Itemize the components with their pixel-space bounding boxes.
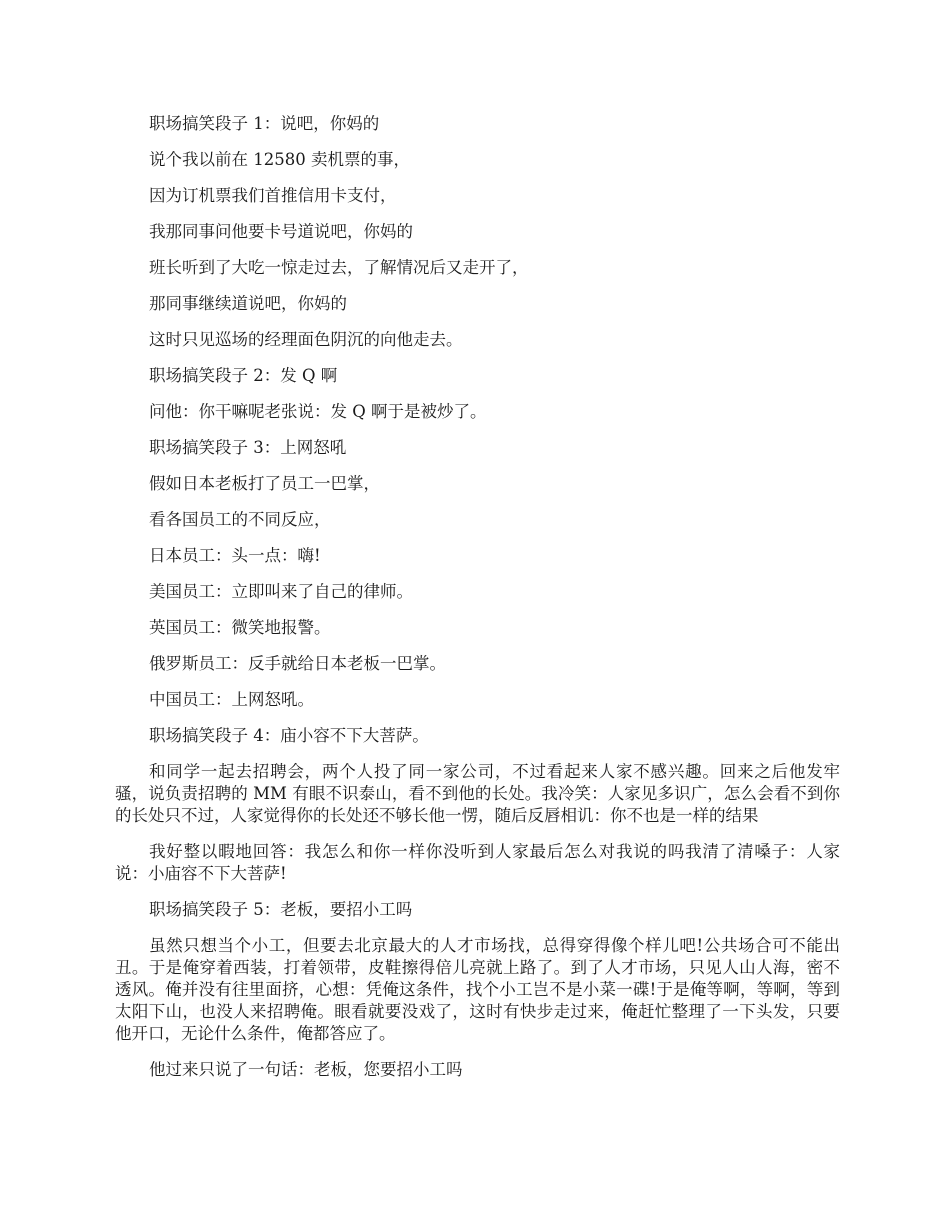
heading-joke-4: 职场搞笑段子 4：庙小容不下大菩萨。 <box>149 726 429 745</box>
text-line: 看各国员工的不同反应， <box>149 510 331 529</box>
text-line: 美国员工：立即叫来了自己的律师。 <box>149 582 413 601</box>
paragraph: 虽然只想当个小工，但要去北京最大的人才市场找，总得穿得像个样儿吧!公共场合可不能出丑。于是俺穿着西装，打着领带，皮鞋擦得倍儿亮就上路了。到了人才市场，只见人山人海，密不透风。俺并没有往里面挤，心想：凭俺这条件，找个小工岂不是小菜一碟!于是俺等啊，等啊，等到太阳下山，也没人来招聘俺。眼看就要没戏了，这时有快步走过来，俺赶忙整理了一下头发，只要他开口，无论什么条件，俺都答应了。 <box>115 936 840 1043</box>
paragraph: 我好整以暇地回答：我怎么和你一样你没听到人家最后怎么对我说的吗我清了清嗓子：人家说：小庙容不下大菩萨! <box>115 842 840 883</box>
heading-joke-5: 职场搞笑段子 5：老板，要招小工吗 <box>149 900 413 919</box>
text-line: 因为订机票我们首推信用卡支付， <box>149 186 397 205</box>
text-line: 假如日本老板打了员工一巴掌， <box>149 474 380 493</box>
document-body <box>115 113 840 1095</box>
paragraph: 和同学一起去招聘会，两个人投了同一家公司，不过看起来人家不感兴趣。回来之后他发牢骚，说负责招聘的 MM 有眼不识泰山，看不到他的长处。我冷笑：人家见多识广，怎么会看不到你的长处只不过，人家觉得你的长处还不够长他一愣，随后反唇相讥：你不也是一样的结果 <box>115 762 840 825</box>
text-line: 我那同事问他要卡号道说吧，你妈的 <box>149 222 413 241</box>
text-line: 日本员工：头一点：嗨! <box>149 546 321 565</box>
text-line: 说个我以前在 12580 卖机票的事， <box>149 150 410 169</box>
paragraph: 他过来只说了一句话：老板，您要招小工吗 <box>149 1060 463 1079</box>
text-line: 俄罗斯员工：反手就给日本老板一巴掌。 <box>149 654 446 673</box>
text-line: 这时只见巡场的经理面色阴沉的向他走去。 <box>149 330 463 349</box>
text-line: 那同事继续道说吧，你妈的 <box>149 294 347 313</box>
text-line: 问他：你干嘛呢老张说：发 Q 啊于是被炒了。 <box>149 402 487 421</box>
text-line: 班长听到了大吃一惊走过去，了解情况后又走开了， <box>149 258 529 277</box>
heading-joke-2: 职场搞笑段子 2：发 Q 啊 <box>149 366 338 385</box>
heading-joke-1: 职场搞笑段子 1：说吧，你妈的 <box>149 114 380 133</box>
text-line: 中国员工：上网怒吼。 <box>149 690 314 709</box>
text-line: 英国员工：微笑地报警。 <box>149 618 331 637</box>
heading-joke-3: 职场搞笑段子 3：上网怒吼 <box>149 438 347 457</box>
